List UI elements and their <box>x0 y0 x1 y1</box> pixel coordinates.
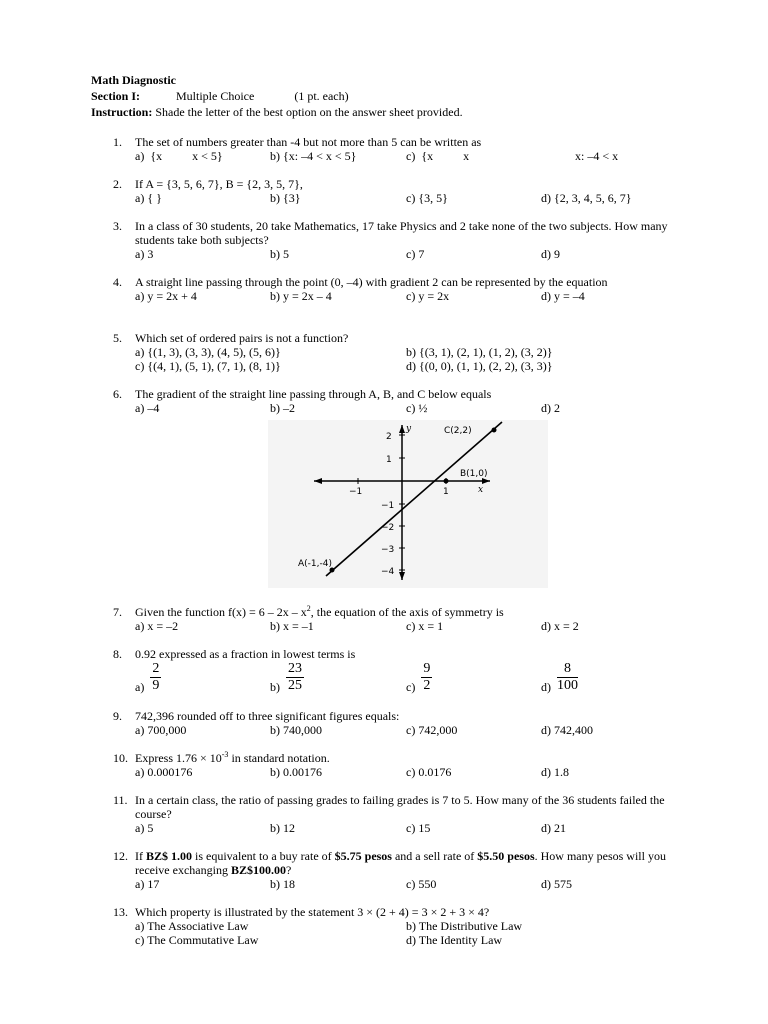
option-a[interactable]: a) 5 <box>135 821 154 835</box>
point-b-dot <box>444 479 449 484</box>
question-text: 0.92 expressed as a fraction in lowest terms is <box>135 647 356 661</box>
points: (1 pt. each) <box>294 89 349 103</box>
option-c[interactable]: c) $\frac{9}{2}$ <box>406 661 431 694</box>
option-a[interactable]: a) y = 2x + 4 <box>135 289 197 303</box>
tick-label-x-m1: −1 <box>349 487 363 497</box>
option-c[interactable]: c) {3, 5} <box>406 191 448 205</box>
option-b[interactable]: b) The Distributive Law <box>406 919 523 933</box>
option-a[interactable]: a) { } <box>135 191 162 205</box>
tick-label-y-1: 1 <box>386 455 392 465</box>
option-a[interactable]: a) –4 <box>135 401 160 415</box>
option-c[interactable]: c) 0.0176 <box>406 765 452 779</box>
question-1 <box>113 135 683 163</box>
option-c[interactable]: c) 15 <box>406 821 431 835</box>
point-a-label: A(-1,-4) <box>298 559 332 569</box>
question-3 <box>113 219 683 261</box>
question-text: If A = {3, 5, 6, 7}, B = {2, 3, 5, 7}, <box>135 177 303 191</box>
question-number: 5. <box>113 331 122 345</box>
question-number: 12. <box>113 849 128 863</box>
option-b[interactable]: b) {3} <box>270 191 301 205</box>
question-text: The set of numbers greater than -4 but not more than 5 can be written as <box>135 135 482 149</box>
option-d[interactable]: d) y = –4 <box>541 289 585 303</box>
question-text: The gradient of the straight line passing through A, B, and C below equals <box>135 387 492 401</box>
question-number: 10. <box>113 751 128 765</box>
option-c[interactable]: c) 7 <box>406 247 425 261</box>
option-c[interactable]: c) ½ <box>406 401 428 415</box>
option-d[interactable]: d) 742,400 <box>541 723 593 737</box>
y-axis-arrow-up <box>399 425 405 433</box>
section-line <box>91 88 349 104</box>
question-text: Express $1.76 \times 10^{-3}$ in standard notation. <box>135 750 330 765</box>
question-10 <box>113 751 683 779</box>
question-number: 8. <box>113 647 122 661</box>
option-c[interactable]: c) y = 2x <box>406 289 450 303</box>
question-number: 6. <box>113 387 122 401</box>
option-b[interactable]: b) 5 <box>270 247 289 261</box>
option-c[interactable]: c) 742,000 <box>406 723 458 737</box>
tick-label-x-1: 1 <box>443 487 449 497</box>
question-4 <box>113 275 683 303</box>
question-11 <box>113 793 683 835</box>
option-d[interactable]: d) {2, 3, 4, 5, 6, 7} <box>541 191 632 205</box>
option-b[interactable]: b) 0.00176 <box>270 765 322 779</box>
question-text: A straight line passing through the point (0, –4) with gradient 2 can be represented by the equation <box>135 275 608 289</box>
question-text: In a class of 30 students, 20 take Mathematics, 17 take Physics and 2 take none of the two subjects. How many students take both subjects? <box>135 219 668 247</box>
fraction-a: $\frac{2}{9}$ <box>152 661 160 693</box>
question-number: 11. <box>113 793 128 807</box>
option-d[interactable]: d) 1.8 <box>541 765 569 779</box>
section-label: Section I: <box>91 89 140 103</box>
x-axis-label: x <box>478 485 484 495</box>
option-a[interactable]: a) x = –2 <box>135 619 179 633</box>
option-c[interactable]: c) {x x <box>406 149 470 163</box>
question-8 <box>113 647 683 697</box>
option-a[interactable]: a) The Associative Law <box>135 919 249 933</box>
option-b[interactable]: b) 18 <box>270 877 295 891</box>
question-text: Given the function $f(x) = 6 - 2x - x^2$, the equation of the axis of symmetry is <box>135 604 504 619</box>
question-9 <box>113 709 683 737</box>
instruction-text: Shade the letter of the best option on the answer sheet provided. <box>155 105 463 119</box>
option-d[interactable]: d) 21 <box>541 821 566 835</box>
option-a[interactable]: a) {x x < 5} <box>135 149 223 163</box>
fraction-b: $\frac{23}{25}$ <box>288 661 302 693</box>
option-a[interactable]: a) 17 <box>135 877 160 891</box>
question-text: 742,396 rounded off to three significant figures equals: <box>135 709 400 723</box>
option-b[interactable]: b) y = 2x – 4 <box>270 289 332 303</box>
tick-label-y-2: 2 <box>386 432 392 442</box>
option-c-cont: x: –4 < x <box>575 149 619 163</box>
option-b[interactable]: b) x = –1 <box>270 619 314 633</box>
option-b[interactable]: b) –2 <box>270 401 295 415</box>
option-d[interactable]: d) $\frac{8}{100}$ <box>541 661 578 694</box>
question-text: If BZ$ 1.00 is equivalent to a buy rate of $5.75 pesos and a sell rate of $5.50 pesos. How many pesos will you receive exchanging BZ$100.00? <box>135 849 666 877</box>
question-number: 7. <box>113 605 122 619</box>
fraction-d: $\frac{8}{100}$ <box>557 661 578 693</box>
option-a[interactable]: a) {(1, 3), (3, 3), (4, 5), (5, 6)} <box>135 345 281 359</box>
point-c-label: C(2,2) <box>444 426 472 436</box>
option-a[interactable]: a) 3 <box>135 247 154 261</box>
graph-svg <box>268 420 548 588</box>
option-c[interactable]: c) x = 1 <box>406 619 444 633</box>
title: Math Diagnostic <box>91 73 176 87</box>
question-13 <box>113 905 683 947</box>
option-c[interactable]: c) 550 <box>406 877 437 891</box>
question-number: 3. <box>113 219 122 233</box>
instruction-label: Instruction: <box>91 105 153 119</box>
option-b[interactable]: b) 12 <box>270 821 295 835</box>
y-axis-arrow-down <box>399 572 405 580</box>
option-a[interactable]: a) $\frac{2}{9}$ <box>135 661 160 694</box>
question-number: 1. <box>113 135 122 149</box>
instruction-line <box>91 104 463 120</box>
question-text: Which set of ordered pairs is not a function? <box>135 331 349 345</box>
option-b[interactable]: b) {(3, 1), (2, 1), (1, 2), (3, 2)} <box>406 345 553 359</box>
option-d[interactable]: d) 9 <box>541 247 560 261</box>
question-6 <box>113 387 683 415</box>
tick-label-y-m1: −1 <box>381 501 395 511</box>
line-graph <box>268 420 548 588</box>
question-7 <box>113 605 683 633</box>
line-abc <box>326 422 502 576</box>
question-text: Which property is illustrated by the statement 3 × (2 + 4) = 3 × 2 + 3 × 4? <box>135 905 490 919</box>
option-d[interactable]: d) x = 2 <box>541 619 579 633</box>
question-2 <box>113 177 683 205</box>
y-axis-label: y <box>406 424 412 434</box>
question-text: In a certain class, the ratio of passing grades to failing grades is 7 to 5. How many of the 36 students failed the course? <box>135 793 665 821</box>
option-d[interactable]: d) {(0, 0), (1, 1), (2, 2), (3, 3)} <box>406 359 553 373</box>
option-a[interactable]: a) 700,000 <box>135 723 187 737</box>
option-d[interactable]: d) The Identity Law <box>406 933 503 947</box>
option-c[interactable]: c) {(4, 1), (5, 1), (7, 1), (8, 1)} <box>135 359 281 373</box>
option-d[interactable]: d) 2 <box>541 401 560 415</box>
point-b-label: B(1,0) <box>460 469 488 479</box>
question-number: 13. <box>113 905 128 919</box>
option-b[interactable]: b) 740,000 <box>270 723 322 737</box>
fraction-c: $\frac{9}{2}$ <box>423 661 431 693</box>
question-number: 2. <box>113 177 122 191</box>
tick-label-y-m4: −4 <box>381 567 395 577</box>
section-type: Multiple Choice <box>176 89 255 103</box>
tick-label-y-m2: −2 <box>381 523 395 533</box>
x-axis-arrow-left <box>314 478 322 484</box>
point-c-dot <box>492 428 497 433</box>
option-a[interactable]: a) 0.000176 <box>135 765 193 779</box>
option-b[interactable]: b) {x: –4 < x < 5} <box>270 149 357 163</box>
question-5 <box>113 331 683 373</box>
option-c[interactable]: c) The Commutative Law <box>135 933 259 947</box>
tick-label-y-m3: −3 <box>381 545 395 555</box>
question-number: 9. <box>113 709 122 723</box>
question-12 <box>113 849 683 891</box>
question-number: 4. <box>113 275 122 289</box>
option-b[interactable]: b) $\frac{23}{25}$ <box>270 661 302 694</box>
option-d[interactable]: d) 575 <box>541 877 572 891</box>
